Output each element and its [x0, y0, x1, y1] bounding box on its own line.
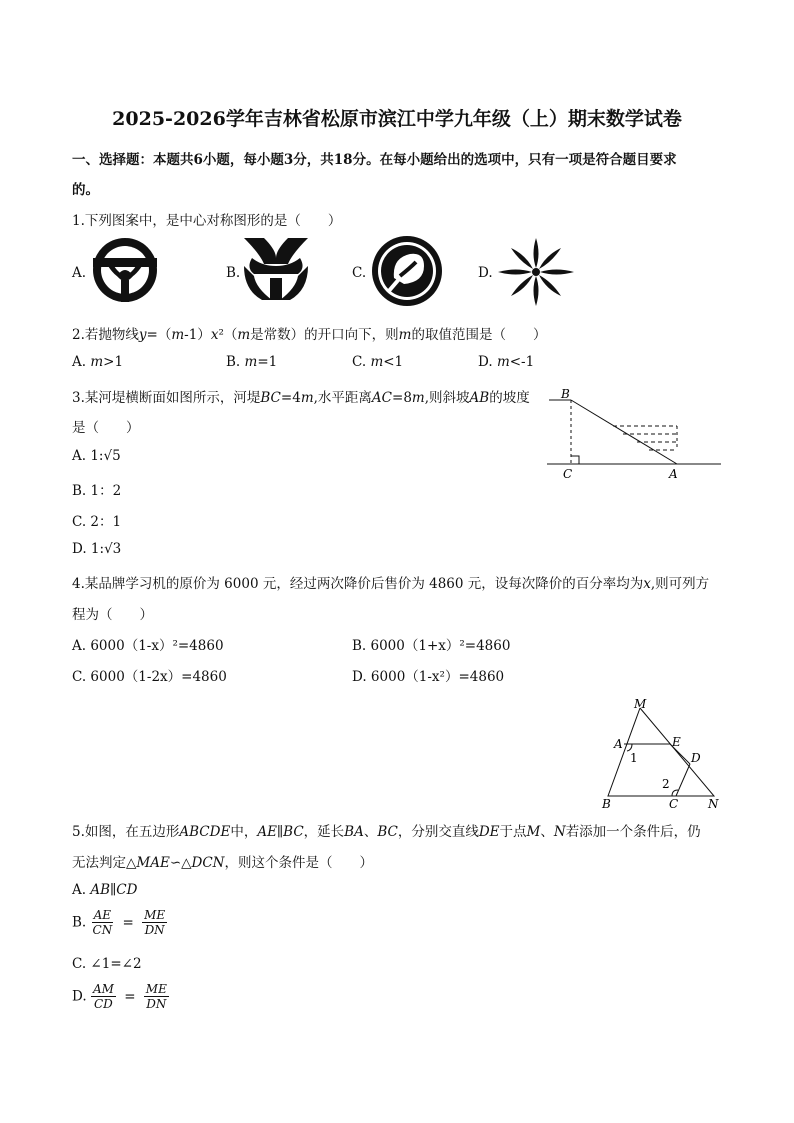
- q2-option-c: C. m<1: [352, 354, 404, 370]
- q2-option-b: B. m=1: [226, 354, 278, 370]
- q3-label-a: A: [669, 467, 678, 481]
- q5-label-b: B: [602, 797, 611, 811]
- q1-figure-b-icon: [242, 236, 310, 302]
- q5-pentagon-diagram: [596, 696, 726, 814]
- section-heading: 一、选择题：本题共6小题，每小题3分，共18分。在每小题给出的选项中，只有一项是符合题目要求: [72, 152, 677, 168]
- q1-stem: 1.下列图案中，是中心对称图形的是（ ）: [72, 213, 342, 229]
- q4-option-d: D. 6000（1-x²）=4860: [352, 669, 505, 685]
- q5-option-b: B. $\frac{AE}{CN}$ = $\frac{ME}{DN}$: [72, 908, 166, 937]
- q5-stem: 5.如图，在五边形ABCDE中，AE∥BC，延长BA、BC，分别交直线DE于点M、N若添加一个条件后，仍: [72, 824, 701, 840]
- q5-segment-dc: [676, 764, 690, 796]
- q5-stem-cont: 无法判定△MAE∽△DCN，则这个条件是（ ）: [72, 855, 373, 871]
- q3-option-d: D. 1:√3: [72, 541, 122, 557]
- q3-stem-cont: 是（ ）: [72, 420, 140, 436]
- q2-option-d: D. m<-1: [478, 354, 535, 370]
- q5-label-angle-1: 1: [630, 751, 638, 765]
- q4-option-b: B. 6000（1+x）²=4860: [352, 638, 511, 654]
- q1-option-d-label: D.: [478, 265, 493, 281]
- q3-slope-ab: [571, 400, 677, 464]
- q1-option-b-label: B.: [226, 265, 241, 281]
- q5-label-d: D: [691, 751, 701, 765]
- q1-option-c-label: C.: [352, 265, 367, 281]
- q3-option-a: A. 1:√5: [72, 448, 121, 464]
- q4-stem-cont: 程为（ ）: [72, 607, 153, 623]
- q4-stem: 4.某品牌学习机的原价为 6000 元，经过两次降价后售价为 4860 元，设每次降价的百分率均为x,则可列方: [72, 576, 710, 592]
- q1-figure-d-icon: [496, 236, 576, 308]
- q3-stem: 3.某河堤横断面如图所示，河堤BC=4m,水平距离AC=8m,则斜坡AB的坡度: [72, 390, 530, 406]
- q3-label-c: C: [563, 467, 573, 481]
- q1-figure-a-icon: [90, 236, 160, 304]
- q1-figure-c-icon: [370, 234, 444, 308]
- q5-label-e: E: [672, 735, 681, 749]
- q3-right-angle-mark: [571, 456, 579, 464]
- page-title: 2025-2026学年吉林省松原市滨江中学九年级（上）期末数学试卷: [112, 108, 682, 130]
- section-heading-cont: 的。: [72, 182, 99, 198]
- q3-label-b: B: [561, 387, 570, 401]
- q5-option-c: C. ∠1=∠2: [72, 956, 142, 972]
- q4-option-a: A. 6000（1-x）²=4860: [72, 638, 224, 654]
- q5-angle-1-arc: [627, 744, 632, 751]
- q5-option-a: A. AB∥CD: [72, 882, 138, 898]
- q1-option-a-label: A.: [72, 265, 87, 281]
- q5-label-n: N: [708, 797, 719, 811]
- q5-label-c: C: [669, 797, 679, 811]
- q4-option-c: C. 6000（1-2x）=4860: [72, 669, 227, 685]
- q5-label-m: M: [634, 697, 647, 711]
- q5-label-a: A: [614, 737, 623, 751]
- q5-label-angle-2: 2: [662, 777, 670, 791]
- q3-option-b: B. 1：2: [72, 483, 122, 499]
- q3-embankment-diagram: [545, 384, 725, 484]
- q5-option-d: D. $\frac{AM}{CD}$ = $\frac{ME}{DN}$: [72, 982, 167, 1011]
- q2-stem: 2.若抛物线y=（m-1）x²（m是常数）的开口向下，则m的取值范围是（ ）: [72, 327, 547, 343]
- q2-option-a: A. m>1: [72, 354, 124, 370]
- q3-option-c: C. 2：1: [72, 514, 122, 530]
